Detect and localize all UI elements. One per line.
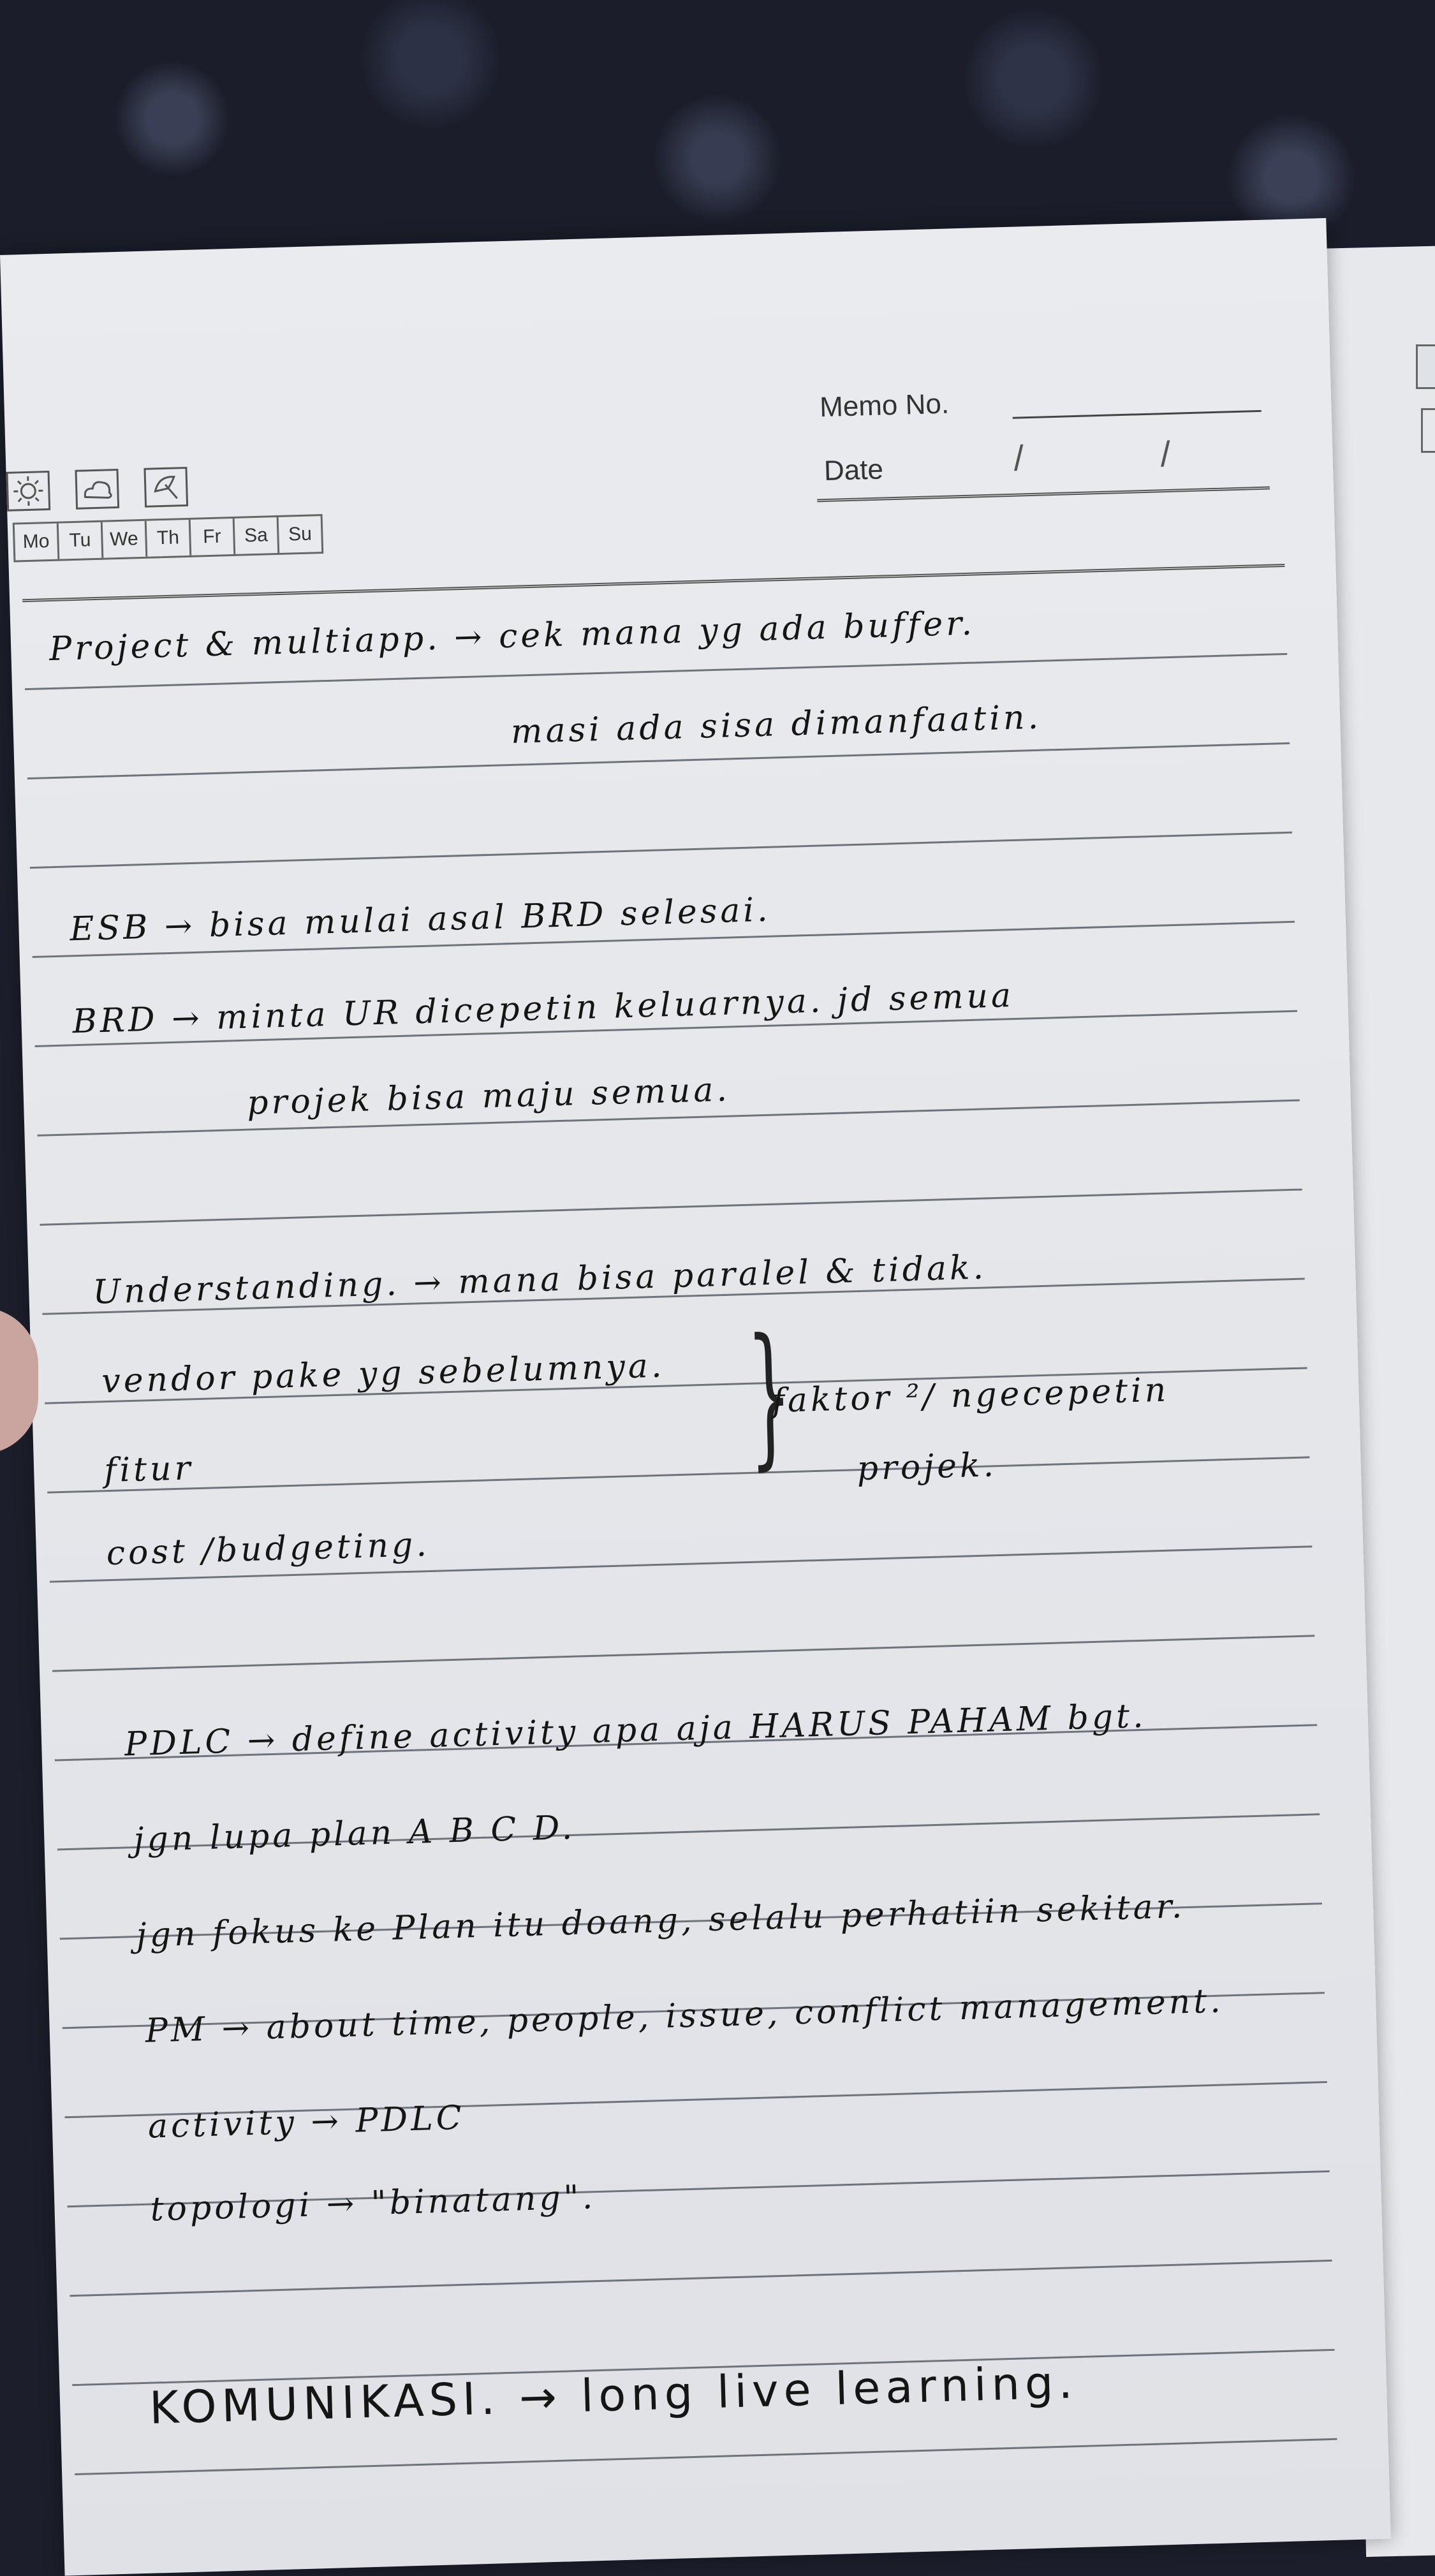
note-line: projek. [857,1446,997,1488]
curly-brace: } [746,1318,793,1472]
memo-no-label: Memo No. [819,388,949,424]
note-line: cost /budgeting. [106,1526,430,1573]
note-line: PM → about time, people, issue, conflict management. [145,1982,1224,2050]
cloud-icon [75,469,119,510]
date-label: Date [823,453,883,487]
note-line: topologi → "binatang". [150,2178,596,2228]
note-line: jgn fokus ke Plan itu doang, selalu perhatiin sekitar. [136,1887,1186,1955]
note-line: fitur [103,1449,194,1490]
weather-icons [6,467,188,512]
note-line: jgn lupa plan A B C D. [133,1809,576,1859]
note-line: Project & multiapp. → cek mana yg ada buffer. [48,605,975,669]
note-line: faktor ²/ ngecepetin [772,1371,1170,1420]
note-line: BRD → minta UR dicepetin keluarnya. jd semua [72,976,1015,1041]
note-line: KOMUNIKASI. → long live learning. [149,2356,1078,2434]
ruled-line [75,2438,1337,2475]
ruled-line [40,1189,1302,1226]
weekday-selector [13,514,324,563]
note-line: vendor pake yg sebelumnya. [101,1347,666,1401]
day-sa[interactable]: Sa [235,517,280,554]
day-fr[interactable]: Fr [191,519,236,556]
note-line: Understanding. → mana bisa paralel & tidak. [92,1248,987,1311]
note-line: projek bisa maju semua. [246,1071,730,1122]
ruled-line [52,1635,1314,1672]
ruled-line [47,1456,1309,1493]
note-line: masi ada sisa dimanfaatin. [510,698,1041,751]
ruled-line [70,2260,1332,2297]
ruled-line [30,832,1292,869]
sun-icon [6,471,50,512]
day-mo[interactable]: Mo [15,524,60,561]
page-header [0,218,1336,587]
day-su[interactable]: Su [279,516,322,553]
day-tu[interactable]: Tu [59,522,104,559]
umbrella-icon [144,467,188,508]
note-line: PDLC → define activity apa aja HARUS PAHAM bgt. [124,1697,1147,1764]
next-page-sun-icon [1416,344,1435,389]
day-th[interactable]: Th [147,520,192,557]
date-underline [817,487,1270,503]
notebook-page [0,218,1391,2576]
day-we[interactable]: We [103,521,148,558]
note-line: activity → PDLC [147,2099,465,2146]
memo-no-field[interactable] [1013,410,1262,419]
date-separator: / [1013,437,1024,478]
next-page-cloud-icon [1421,408,1435,453]
note-line: ESB → bisa mulai asal BRD selesai. [70,891,772,949]
ruled-line [27,742,1290,779]
date-separator: / [1160,433,1171,475]
